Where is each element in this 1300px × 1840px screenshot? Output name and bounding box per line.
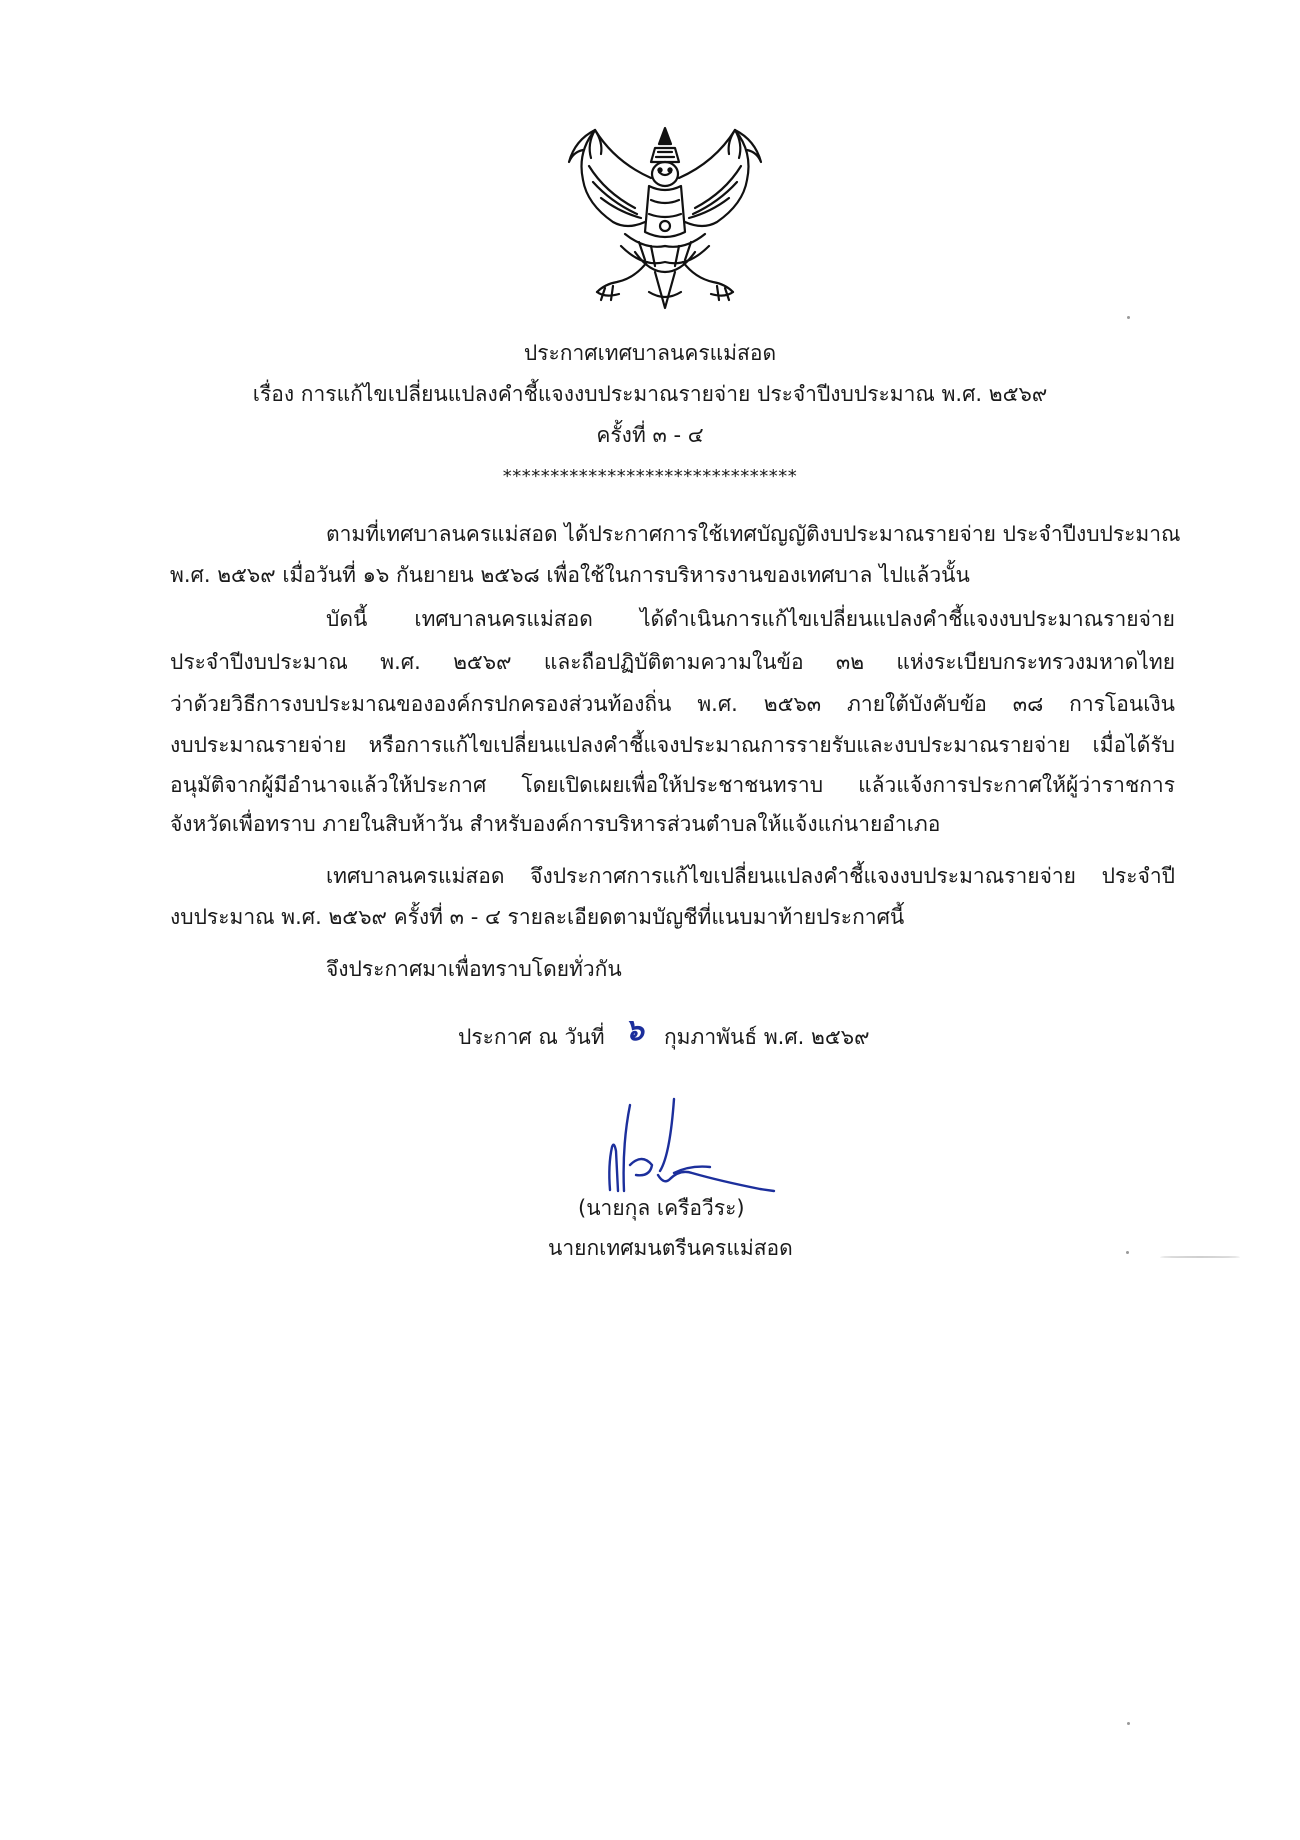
- announcement-title: ประกาศเทศบาลนครแม่สอด: [523, 341, 777, 365]
- date-prefix: ประกาศ ณ วันที่: [458, 1025, 605, 1049]
- asterisk-divider: *******************************: [502, 466, 798, 487]
- paragraph-2-line: ประจำปีงบประมาณ พ.ศ. ๒๕๖๙ และถือปฏิบัติตามความในข้อ ๓๒ แห่งระเบียบกระทรวงมหาดไทย: [170, 650, 1175, 674]
- handwritten-signature: [600, 1095, 780, 1195]
- signatory-name: (นายกุล เครือวีระ): [578, 1196, 745, 1220]
- paragraph-2-line: อนุมัติจากผู้มีอำนาจแล้วให้ประกาศ โดยเปิดเผยเพื่อให้ประชาชนทราบ แล้วแจ้งการประกาศให้ผู้ว่าราชการ: [170, 773, 1175, 797]
- garuda-emblem-icon: [565, 122, 765, 312]
- paragraph-2-line: บัดนี้ เทศบาลนครแม่สอด ได้ดำเนินการแก้ไขเปลี่ยนแปลงคำชี้แจงงบประมาณรายจ่าย: [326, 607, 1175, 631]
- paragraph-2-line: งบประมาณรายจ่าย หรือการแก้ไขเปลี่ยนแปลงคำชี้แจงประมาณการรายรับและงบประมาณรายจ่าย เมื่อได้รับ: [170, 733, 1175, 757]
- scan-smudge: [1160, 1256, 1240, 1258]
- paragraph-2-line: จังหวัดเพื่อทราบ ภายในสิบห้าวัน สำหรับองค์การบริหารส่วนตำบลให้แจ้งแก่นายอำเภอ: [170, 812, 941, 836]
- paragraph-3-line: งบประมาณ พ.ศ. ๒๕๖๙ ครั้งที่ ๓ - ๔ รายละเอียดตามบัญชีที่แนบมาท้ายประกาศนี้: [170, 905, 905, 929]
- scan-speck: [1126, 1251, 1129, 1254]
- announcement-date: [458, 1013, 870, 1051]
- signatory-position: นายกเทศมนตรีนครแม่สอด: [548, 1236, 793, 1260]
- paragraph-1-line: ตามที่เทศบาลนครแม่สอด ได้ประกาศการใช้เทศบัญญัติงบประมาณรายจ่าย ประจำปีงบประมาณ: [326, 522, 1181, 546]
- announcement-subject: เรื่อง การแก้ไขเปลี่ยนแปลงคำชี้แจงงบประมาณรายจ่าย ประจำปีงบประมาณ พ.ศ. ๒๕๖๙: [252, 382, 1048, 406]
- scan-speck: [1127, 316, 1130, 319]
- paragraph-3-line: เทศบาลนครแม่สอด จึงประกาศการแก้ไขเปลี่ยนแปลงคำชี้แจงงบประมาณรายจ่าย ประจำปี: [326, 864, 1175, 888]
- closing-statement: จึงประกาศมาเพื่อทราบโดยทั่วกัน: [326, 957, 622, 981]
- announcement-round: ครั้งที่ ๓ - ๔: [596, 423, 704, 447]
- paragraph-1-line: พ.ศ. ๒๕๖๙ เมื่อวันที่ ๑๖ กันยายน ๒๕๖๘ เพื่อใช้ในการบริหารงานของเทศบาล ไปแล้วนั้น: [170, 563, 970, 587]
- date-suffix: กุมภาพันธ์ พ.ศ. ๒๕๖๙: [663, 1025, 870, 1049]
- handwritten-day: ๖: [624, 1013, 644, 1048]
- scan-speck: [1127, 1722, 1130, 1725]
- paragraph-2-line: ว่าด้วยวิธีการงบประมาณขององค์กรปกครองส่วนท้องถิ่น พ.ศ. ๒๕๖๓ ภายใต้บังคับข้อ ๓๘ การโอนเงิน: [170, 692, 1175, 716]
